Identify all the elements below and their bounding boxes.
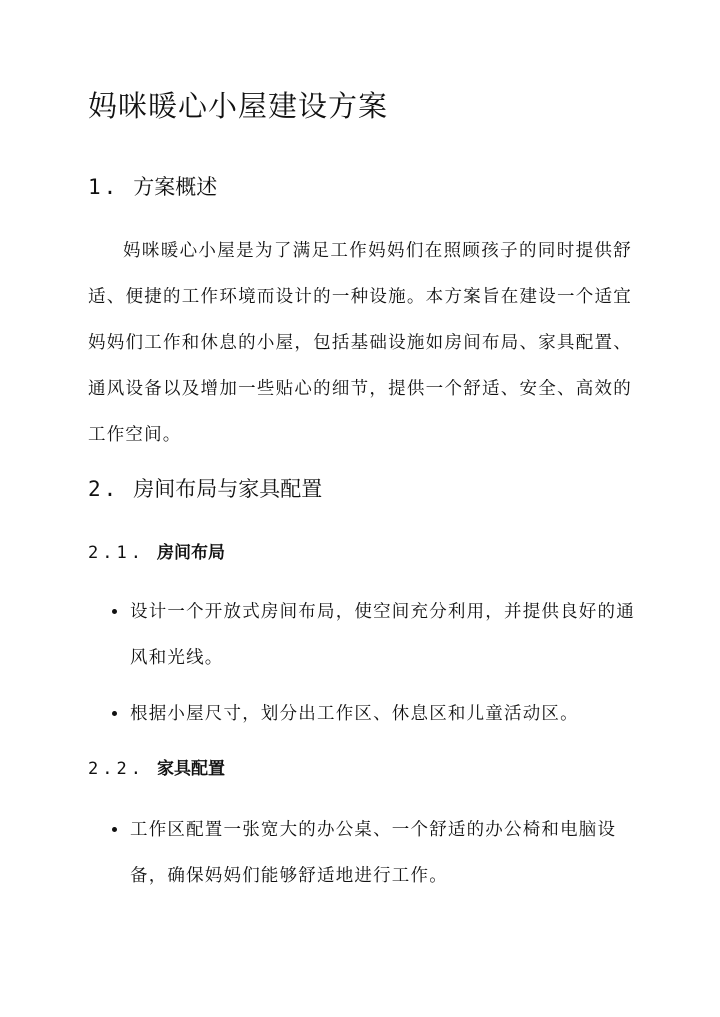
section-title: 房间布局与家具配置 — [133, 477, 323, 501]
subsection-title: 房间布局 — [156, 543, 225, 563]
section-heading-overview — [88, 172, 217, 202]
section-number: 1. — [88, 175, 120, 199]
bullet-icon — [112, 827, 117, 832]
list-item — [108, 589, 640, 681]
list-item — [108, 807, 640, 899]
document-title: 妈咪暖心小屋建设方案 — [88, 89, 389, 123]
list-item-text: 工作区配置一张宽大的办公桌、一个舒适的办公椅和电脑设备，确保妈妈们能够舒适地进行工作。 — [130, 820, 617, 886]
subsection-heading-furniture — [88, 756, 225, 782]
list-item — [108, 691, 640, 737]
subsection-heading-room-layout — [88, 540, 225, 566]
subsection-number: 2.1. — [88, 543, 145, 563]
section-title: 方案概述 — [133, 175, 218, 199]
section-number: 2. — [88, 477, 120, 501]
list-item-text: 根据小屋尺寸，划分出工作区、休息区和儿童活动区。 — [130, 704, 579, 724]
bullet-icon — [112, 711, 117, 716]
subsection-title: 家具配置 — [156, 759, 225, 779]
list-item-text: 设计一个开放式房间布局，使空间充分利用，并提供良好的通风和光线。 — [130, 602, 635, 668]
overview-paragraph: 妈咪暖心小屋是为了满足工作妈妈们在照顾孩子的同时提供舒适、便捷的工作环境而设计的一种设施。本方案旨在建设一个适宜妈妈们工作和休息的小屋，包括基础设施如房间布局、家具配置、通风设备以及增加一些贴心的细节，提供一个舒适、安全、高效的工作空间。 — [88, 241, 632, 445]
subsection-number: 2.2. — [88, 759, 145, 779]
bullet-icon — [112, 609, 117, 614]
section-heading-layout-furniture — [88, 474, 322, 504]
